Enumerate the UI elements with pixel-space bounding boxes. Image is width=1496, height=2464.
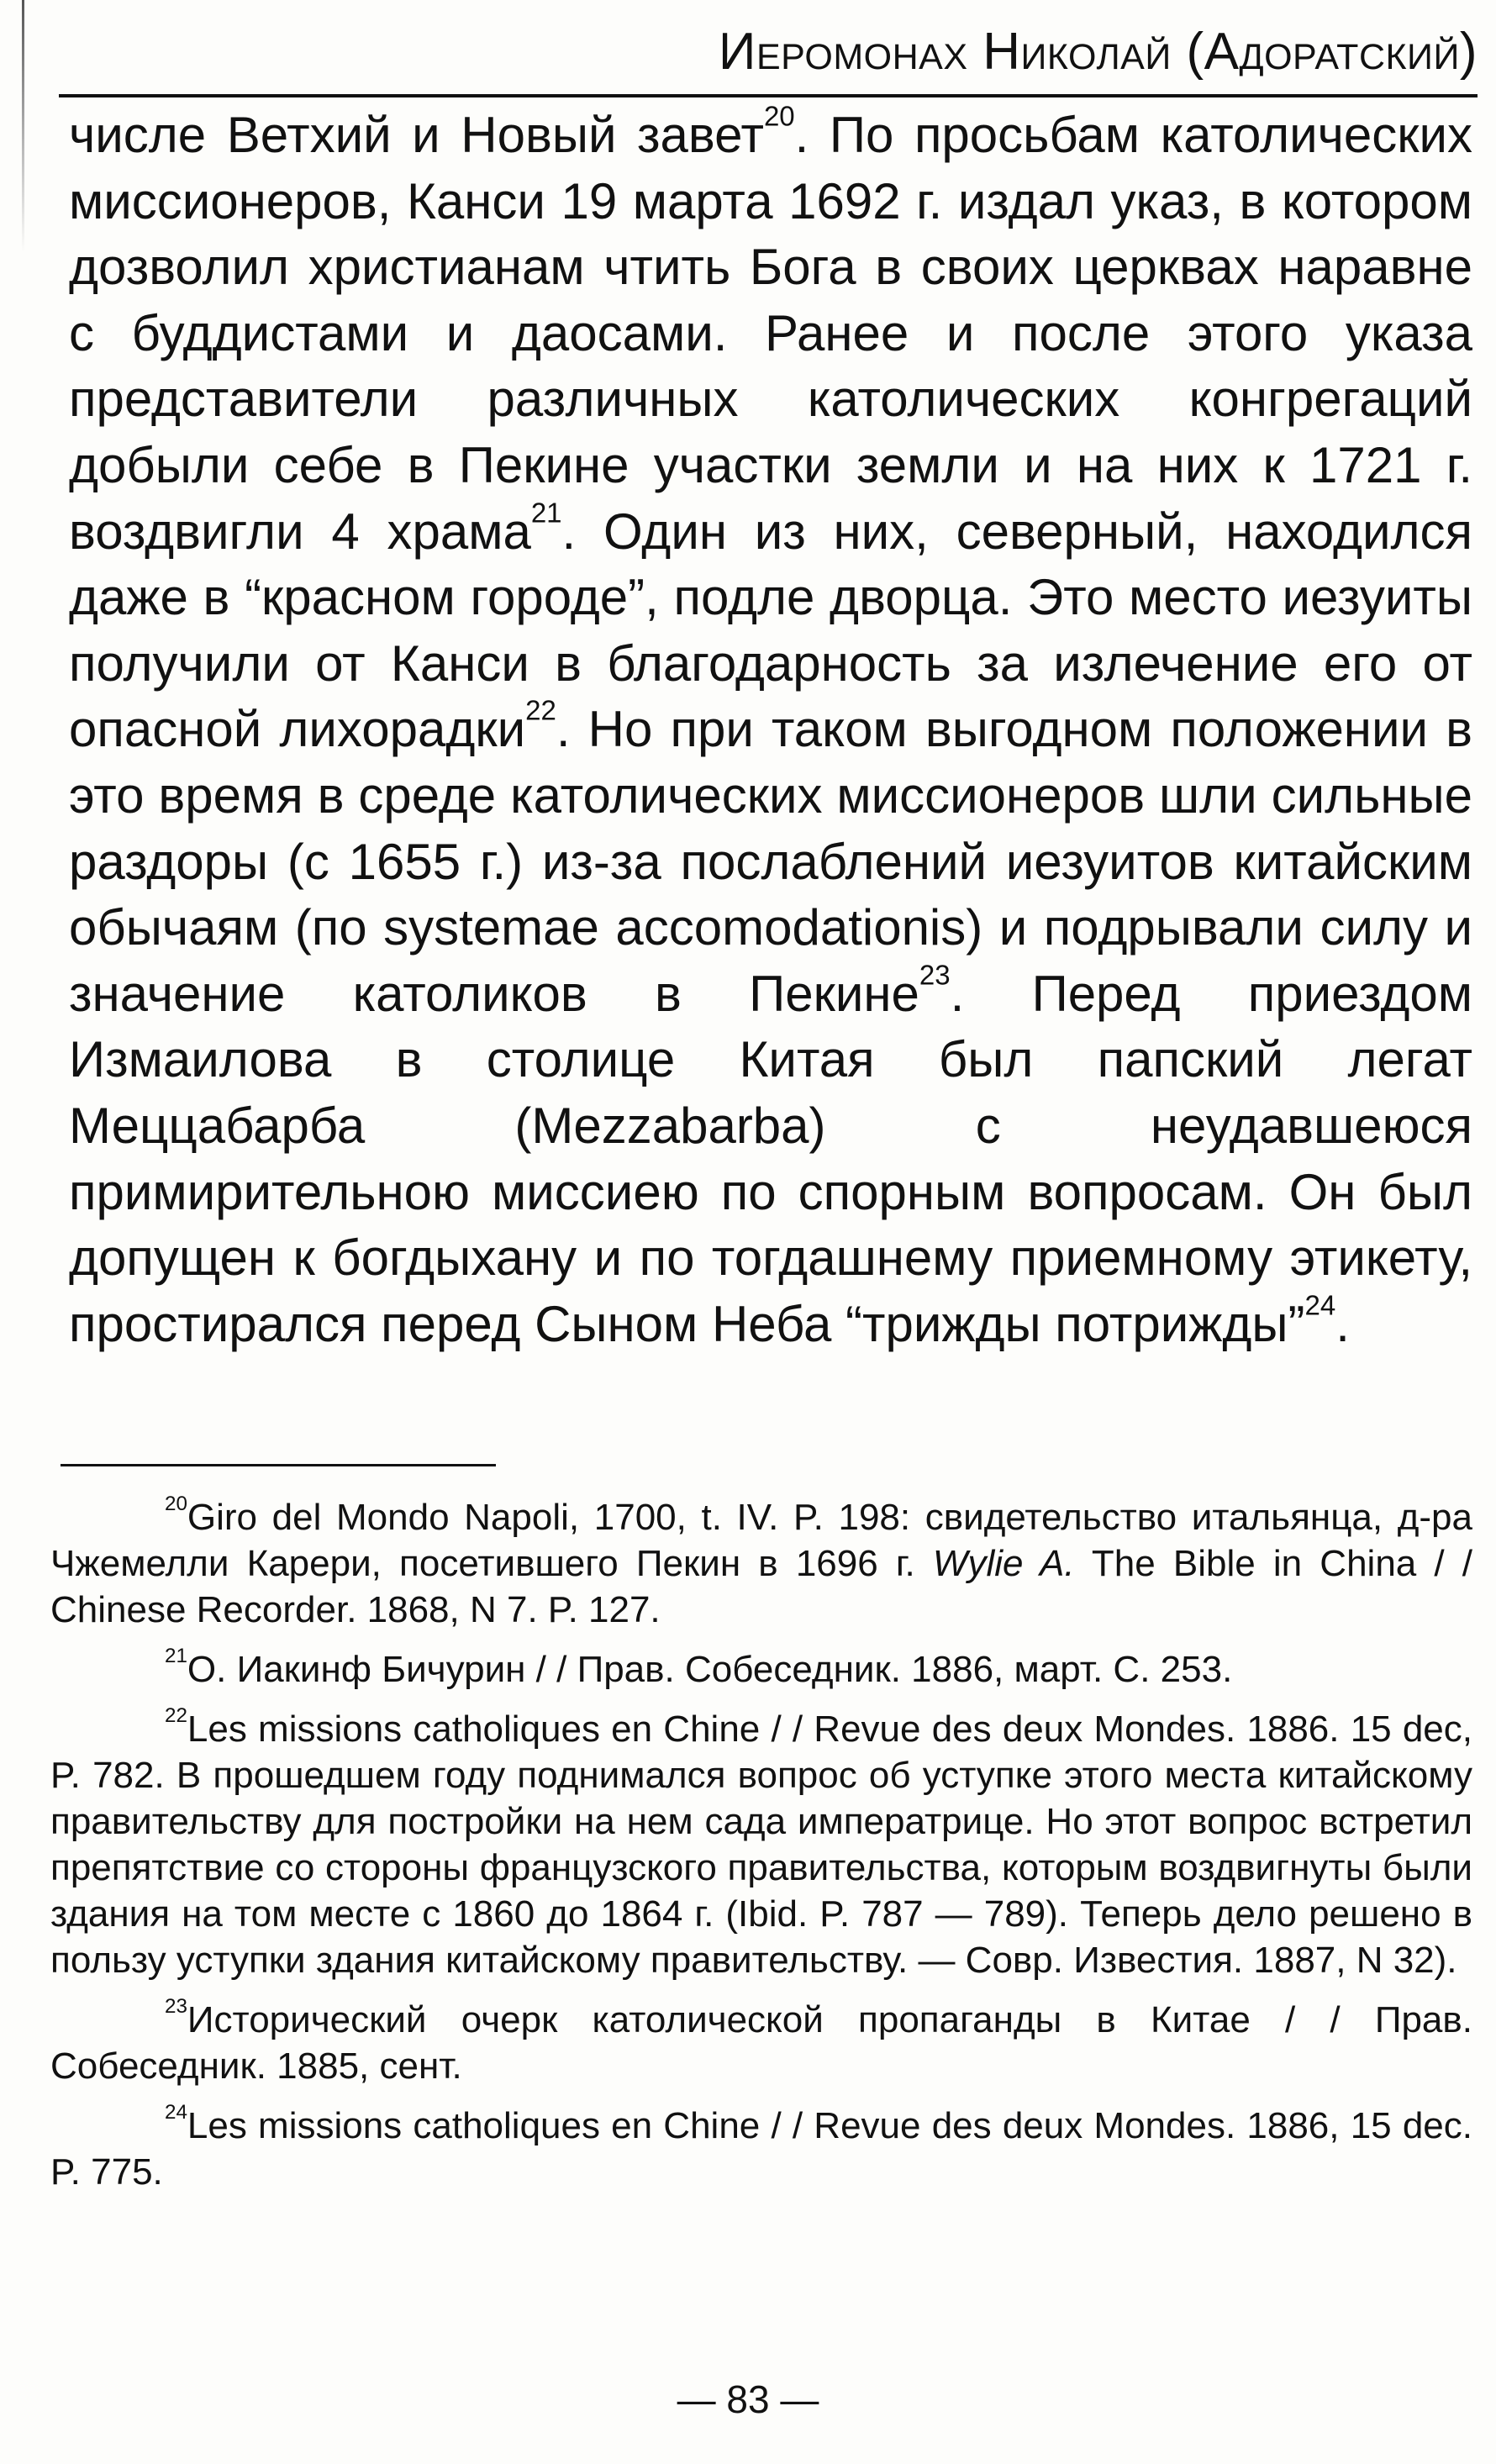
footnote-20	[50, 1494, 1472, 1633]
text-segment: . Один из них, северный, находился даже в “красном городе”, подле дворца. Это место иезуиты получили от Канси в благодарность за излечение его от опасной лихорадки	[69, 503, 1472, 758]
footnote-23	[50, 1997, 1472, 2089]
footnote-number: 21	[165, 1645, 187, 1668]
running-header: Иеромонах Николай (Адоратский)	[718, 23, 1478, 81]
text-segment: числе Ветхий и Новый завет	[69, 107, 764, 163]
header-rule	[59, 94, 1478, 97]
footnote-ref-21[interactable]: 21	[530, 497, 562, 529]
footnote-text: Les missions catholiques en Chine / / Revue des deux Mondes. 1886. 15 dec, P. 782. В прошедшем году поднимался вопрос об уступке этого места китайскому правительству для постройки на нем сада императрице. Но этот вопрос встретил препятствие со стороны французского правительства, которым воздвигнуты были здания на том месте с 1860 до 1864 г. (Ibid. P. 787 — 789). Теперь дело решено в пользу уступки здания китайскому правительству. — Совр. Известия. 1887, N 32).	[50, 1708, 1472, 1981]
footnote-ref-20[interactable]: 20	[763, 100, 795, 132]
footnote-number: 24	[165, 2101, 187, 2124]
footnotes	[50, 1494, 1472, 2209]
footnote-ref-23[interactable]: 23	[919, 959, 951, 991]
footnote-text: Giro del Mondo Napoli, 1700, t. IV. P. 198: свидетельство итальянца, д-ра Чжемелли Карери, посетившего Пекин в 1696 г.	[50, 1497, 1472, 1584]
footnote-author: Wylie A.	[932, 1543, 1075, 1584]
footnote-ref-22[interactable]: 22	[525, 695, 556, 726]
footnote-22	[50, 1706, 1472, 1983]
footnote-text: Les missions catholiques en Chine / / Revue des deux Mondes. 1886, 15 dec. P. 775.	[50, 2105, 1472, 2193]
scan-edge-shadow	[22, 0, 24, 252]
main-paragraph	[69, 100, 1472, 1357]
text-segment: . Но при таком выгодном положении в это время в среде католических миссионеров шли сильные раздоры (с 1655 г.) из-за послаблений иезуитов китайским обычаям (по systemae accomodationis) и подрывали силу и значение католиков в Пекине	[69, 701, 1472, 1022]
footnote-24	[50, 2103, 1472, 2195]
text-segment: . Перед приездом Измаилова в столице Китая был папский легат Меццабарба (Mezzabarba) с неудавшеюся примирительною миссиею по спорным вопросам. Он был допущен к богдыхану и по тогдашнему приемному этикету, простирался перед Сыном Неба “трижды потрижды”	[69, 965, 1472, 1352]
footnote-21	[50, 1646, 1472, 1693]
footnote-ref-24[interactable]: 24	[1304, 1289, 1336, 1321]
page-number: — 83 —	[677, 2377, 819, 2421]
main-text	[69, 100, 1472, 1357]
footnote-number: 22	[165, 1704, 187, 1728]
footnote-separator	[61, 1464, 496, 1466]
footnote-number: 20	[165, 1493, 187, 1516]
text-segment: . По просьбам католических миссионеров, Канси 19 марта 1692 г. издал указ, в котором дозволил христианам чтить Бога в своих церквах наравне с буддистами и даосами. Ранее и после этого указа представители различных католических конгрегаций добыли себе в Пекине участки земли и на них к 1721 г. воздвигли 4 храма	[69, 107, 1472, 560]
footnote-number: 23	[165, 1995, 187, 2019]
footnote-text: Исторический очерк католической пропаганды в Китае / / Прав. Собеседник. 1885, сент.	[50, 1999, 1472, 2087]
footnote-text: The Bible in China / / Chinese Recorder. 1868, N 7. P. 127.	[50, 1543, 1473, 1630]
footnote-text: О. Иакинф Бичурин / / Прав. Собеседник. 1886, март. С. 253.	[187, 1649, 1233, 1690]
text-segment: .	[1335, 1295, 1350, 1352]
